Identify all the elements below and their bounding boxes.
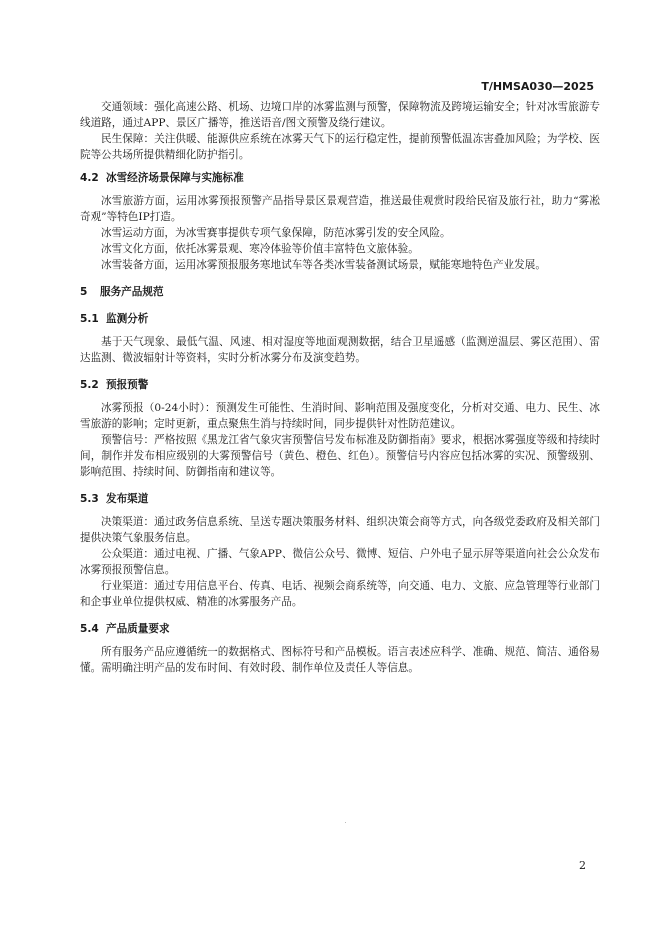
paragraph: 冰雪运动方面，为冰雪赛事提供专项气象保障，防范冰雾引发的安全风险。 [101,227,451,239]
section-title: 预报预警 [106,379,149,391]
paragraph: 决策渠道：通过政务信息系统、呈送专题决策服务材料、组织决策会商等方式，向各级党委政府及相关部门提供决策气象服务信息。 [80,516,600,544]
paragraph: 冰雾预报（0-24小时）：预测发生可能性、生消时间、影响范围及强度变化，分析对交通、电力、民生、冰雪旅游的影响；定时更新，重点聚焦生消与持续时间，同步提供针对性防范建议。 [80,402,600,430]
document-number: T/HMSA030—2025 [481,80,594,93]
section-number: 4.2 [80,172,99,184]
section-number: 5 [80,286,88,298]
scan-speck [345,822,346,823]
section-5-heading [80,284,600,300]
paragraph: 冰雪文化方面，依托冰雾景观、寒冷体验等价值丰富特色文旅体验。 [101,243,419,255]
section-title: 监测分析 [106,313,149,325]
paragraph: 冰雪装备方面，运用冰雾预报服务寒地试车等各类冰雪装备测试场景，赋能寒地特色产业发展。 [101,259,546,271]
section-number: 5.2 [80,379,99,391]
section-title: 冰雪经济场景保障与实施标准 [106,172,244,184]
section-number: 5.4 [80,623,99,635]
page-content [80,99,600,676]
section-title: 产品质量要求 [106,623,170,635]
section-5-4-heading [80,621,600,637]
paragraph-transport: 交通领域：强化高速公路、机场、边境口岸的冰雾监测与预警，保障物流及跨境运输安全；针对冰雪旅游专线道路，通过APP、景区广播等，推送语音/图文预警及绕行建议。 [80,101,600,129]
section-title: 发布渠道 [106,493,149,505]
paragraph: 基于天气现象、最低气温、风速、相对湿度等地面观测数据，结合卫星遥感（监测逆温层、雾区范围）、雷达监测、微波辐射计等资料，实时分析冰雾分布及演变趋势。 [80,336,600,364]
section-4-2-heading [80,170,600,186]
paragraph: 预警信号：严格按照《黑龙江省气象灾害预警信号发布标准及防御指南》要求，根据冰雾强度等级和持续时间，制作并发布相应级别的大雾预警信号（黄色、橙色、红色）。预警信号内容应包括冰雾的实况、预警级别、影响范围、持续时间、防御指南和建议等。 [80,434,600,478]
paragraph: 冰雪旅游方面，运用冰雾预报预警产品指导景区景观营造，推送最佳观赏时段给民宿及旅行社，助力“雾凇奇观”等特色IP打造。 [80,195,600,223]
section-number: 5.1 [80,313,99,325]
page-number: 2 [579,859,586,872]
section-5-3-heading [80,491,600,507]
section-5-1-heading [80,311,600,327]
paragraph: 公众渠道：通过电视、广播、气象APP、微信公众号、微博、短信、户外电子显示屏等渠道向社会公众发布冰雾预报预警信息。 [80,548,600,576]
section-5-2-heading [80,377,600,393]
section-title: 服务产品规范 [100,286,164,298]
paragraph-livelihood: 民生保障：关注供暖、能源供应系统在冰雾天气下的运行稳定性，提前预警低温冻害叠加风险；为学校、医院等公共场所提供精细化防护指引。 [80,133,600,161]
section-number: 5.3 [80,493,99,505]
paragraph: 行业渠道：通过专用信息平台、传真、电话、视频会商系统等，向交通、电力、文旅、应急管理等行业部门和企事业单位提供权威、精准的冰雾服务产品。 [80,580,600,608]
paragraph: 所有服务产品应遵循统一的数据格式、图标符号和产品模板。语言表述应科学、准确、规范、简洁、通俗易懂。需明确注明产品的发布时间、有效时段、制作单位及责任人等信息。 [80,646,600,674]
